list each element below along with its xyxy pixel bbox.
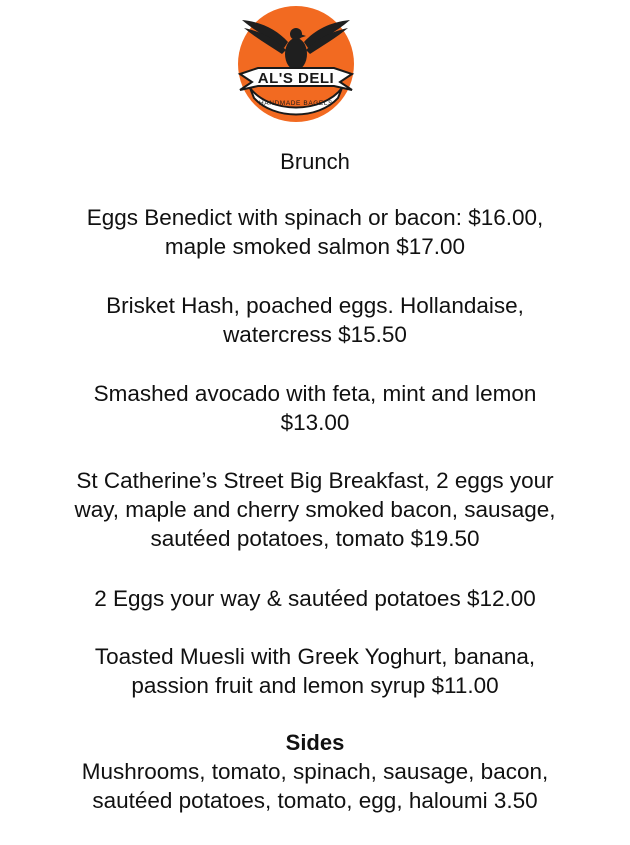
menu-item-line: passion fruit and lemon syrup $11.00: [131, 673, 499, 698]
menu-item-line: St Catherine’s Street Big Breakfast, 2 eggs your: [76, 468, 554, 493]
menu-item-line: $13.00: [280, 410, 350, 435]
als-deli-logo: [222, 2, 370, 132]
menu-title: Brunch: [280, 149, 350, 174]
menu-item-line: Toasted Muesli with Greek Yoghurt, banana,: [94, 644, 536, 669]
menu-item-line: maple smoked salmon $17.00: [164, 234, 466, 259]
sides-line: sautéed potatoes, tomato, egg, haloumi 3.50: [92, 788, 538, 813]
menu-item-eggs-benedict: [0, 203, 630, 261]
sides-title: Sides: [285, 730, 345, 755]
menu-item-line: Smashed avocado with feta, mint and lemon: [93, 381, 537, 406]
menu-item-big-breakfast: [0, 466, 630, 553]
menu-item-line: Brisket Hash, poached eggs. Hollandaise,: [106, 293, 524, 318]
menu-item-line: Eggs Benedict with spinach or bacon: $16.00,: [86, 205, 544, 230]
menu-item-line: watercress $15.50: [223, 322, 407, 347]
menu-item-line: 2 Eggs your way & sautéed potatoes $12.00: [94, 586, 536, 611]
menu-item-smashed-avocado: [0, 379, 630, 437]
sides-list: [0, 757, 630, 815]
menu-item-two-eggs: [0, 584, 630, 613]
menu-item-line: way, maple and cherry smoked bacon, sausage,: [74, 497, 556, 522]
menu-item-brisket-hash: [0, 291, 630, 349]
logo-tagline: HANDMADE BAGELS: [258, 100, 334, 107]
sides-line: Mushrooms, tomato, spinach, sausage, bacon,: [81, 759, 549, 784]
menu-item-toasted-muesli: [0, 642, 630, 700]
menu-item-line: sautéed potatoes, tomato $19.50: [150, 526, 480, 551]
logo-brand-text: AL'S DELI: [257, 70, 335, 87]
